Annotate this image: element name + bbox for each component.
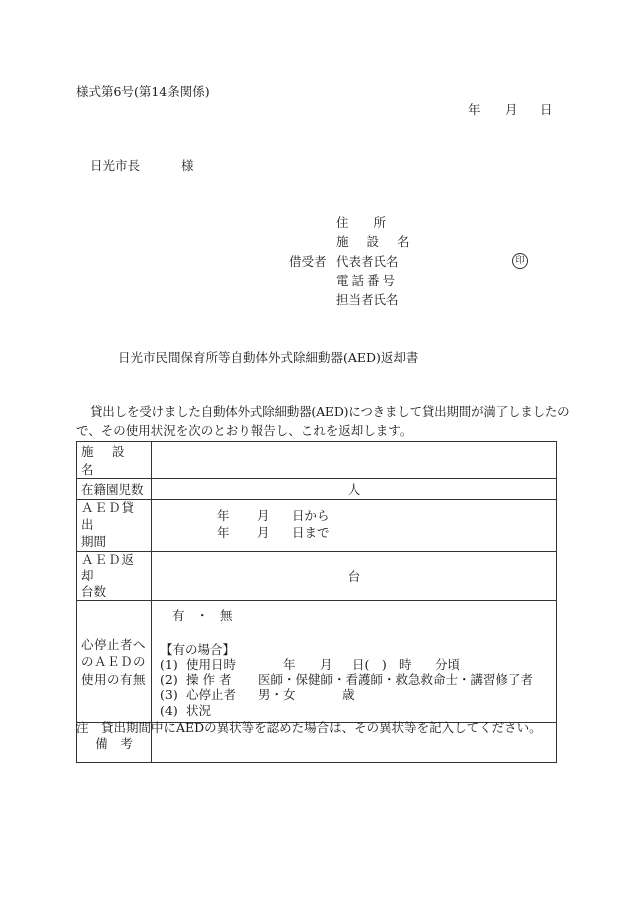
return-unit: 台 bbox=[347, 569, 361, 584]
date-month: 月 bbox=[505, 102, 518, 117]
row-facility bbox=[77, 442, 557, 479]
period-from-year: 年 bbox=[217, 508, 230, 524]
field-address: 住 所 bbox=[336, 215, 387, 230]
case-header: 【有の場合】 bbox=[160, 641, 236, 657]
input-usage[interactable] bbox=[152, 601, 557, 723]
row-period bbox=[77, 500, 557, 552]
case3-age: 歳 bbox=[342, 686, 355, 702]
label-return-count: ＡＥＤ返却 台数 bbox=[77, 551, 152, 601]
case3-num: (3) bbox=[160, 686, 178, 702]
label-remarks: 備 考 bbox=[77, 723, 152, 763]
field-person-in-charge: 担当者氏名 bbox=[336, 292, 399, 307]
period-from-day: 日から bbox=[292, 508, 330, 524]
case1-day: 日( ) bbox=[352, 656, 387, 672]
label-facility: 施 設 名 bbox=[77, 442, 152, 479]
case1-month: 月 bbox=[320, 656, 333, 672]
applicant-role: 借受者 bbox=[289, 254, 327, 269]
case2-value: 医師・保健師・看護師・救急救命士・講習修了者 bbox=[258, 671, 534, 687]
input-period[interactable] bbox=[152, 500, 557, 552]
case4-label: 状況 bbox=[186, 702, 212, 718]
usage-yes[interactable]: 有 bbox=[172, 607, 185, 623]
case2-label: 操 作 者 bbox=[186, 671, 232, 687]
footnote: 注 貸出期間中にAEDの異状等を認めた場合は、その異状等を記入してください。 bbox=[76, 720, 542, 735]
return-form-table bbox=[76, 441, 557, 763]
case1-year: 年 bbox=[283, 656, 296, 672]
case1-num: (1) bbox=[160, 656, 178, 672]
field-representative: 代表者氏名 bbox=[336, 254, 399, 269]
usage-dot: ・ bbox=[196, 607, 209, 623]
period-to-month: 月 bbox=[257, 525, 270, 541]
addressee-honorific: 様 bbox=[181, 158, 194, 173]
label-usage: 心停止者へ のＡＥＤの 使用の有無 bbox=[77, 601, 152, 723]
case2-num: (2) bbox=[160, 671, 178, 687]
case4-num: (4) bbox=[160, 702, 178, 718]
case3-label: 心停止者 bbox=[186, 686, 237, 702]
intro-line-1: 貸出しを受けました自動体外式除細動器(AED)につきまして貸出期間が満了しましたの bbox=[90, 404, 570, 419]
case1-minute: 分頃 bbox=[435, 656, 461, 672]
addressee-name: 日光市長 bbox=[90, 158, 141, 173]
case1-label: 使用日時 bbox=[186, 656, 237, 672]
period-from-month: 月 bbox=[257, 508, 270, 524]
date-year: 年 bbox=[468, 102, 481, 117]
row-usage bbox=[77, 601, 557, 723]
date-day: 日 bbox=[540, 102, 553, 117]
form-number: 様式第6号(第14条関係) bbox=[76, 84, 210, 99]
row-return-count bbox=[77, 551, 557, 601]
field-facility: 施 設 名 bbox=[336, 234, 417, 249]
input-facility[interactable] bbox=[152, 442, 557, 479]
case3-sex: 男・女 bbox=[258, 686, 296, 702]
case1-hour: 時 bbox=[399, 656, 412, 672]
intro-line-2: で、その使用状況を次のとおり報告し、これを返却します。 bbox=[76, 423, 413, 438]
row-children bbox=[77, 479, 557, 500]
field-phone: 電話番号 bbox=[336, 273, 399, 288]
label-period: ＡＥＤ貸出 期間 bbox=[77, 500, 152, 552]
period-to-day: 日まで bbox=[292, 525, 330, 541]
document-title: 日光市民間保育所等自動体外式除細動器(AED)返却書 bbox=[118, 350, 419, 365]
children-unit: 人 bbox=[347, 482, 361, 497]
label-children: 在籍園児数 bbox=[77, 479, 152, 500]
seal-mark: 印 bbox=[512, 253, 528, 269]
usage-no[interactable]: 無 bbox=[220, 607, 233, 623]
input-children[interactable] bbox=[152, 479, 557, 500]
period-to-year: 年 bbox=[217, 525, 230, 541]
input-return-count[interactable] bbox=[152, 551, 557, 601]
